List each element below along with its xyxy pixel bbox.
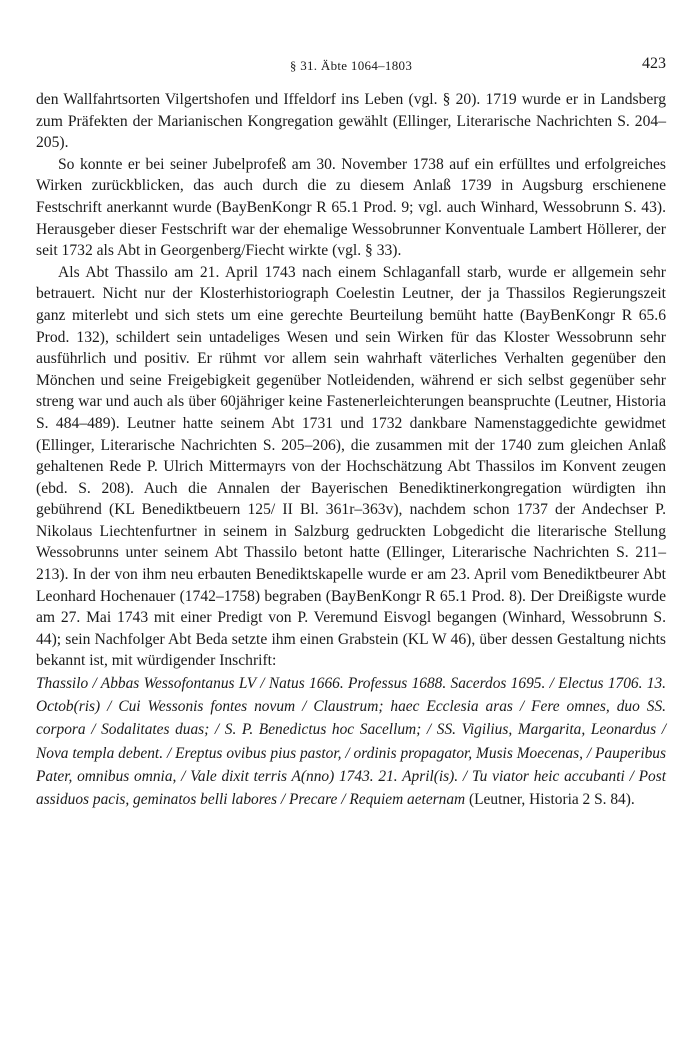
- grave-inscription: [36, 672, 666, 811]
- paragraph-jubelprofess: So konnte er bei seiner Jubelprofeß am 30. November 1738 auf ein erfülltes und erfolgreiches Wirken zurückblicken, das auch durch die zu diesem Anlaß 1739 in Augsburg erschienene Festschrift anerkannt wurde (BayBenKongr R 65.1 Prod. 9; vgl. auch Winhard, Wessobrunn S. 43). Herausgeber dieser Festschrift war der ehemalige Wessobrunner Konventuale Lambert Höllerer, der seit 1732 als Abt in Georgenberg/Fiecht wirkte (vgl. § 33).: [36, 155, 666, 260]
- running-head: [36, 54, 666, 78]
- paragraph-continuation: den Wallfahrtsorten Vilgertshofen und Iffeldorf ins Leben (vgl. § 20). 1719 wurde er in Landsberg zum Präfekten der Marianischen Kongregation gewählt (Ellinger, Literarische Nachrichten S. 204–205).: [36, 91, 666, 152]
- inscription-text: Thassilo / Abbas Wessofontanus LV / Natus 1666. Professus 1688. Sacerdos 1695. / Electus 1706. 13. Octob(ris) / Cui Wessonis fontes novum / Claustrum; haec Ecclesia aras / Fere omnes, duo SS. corpora / Sodalitates duas; / S. P. Benedictus hoc Sacellum; / SS. Vigilius, Margarita, Leonardus / Nova templa debent. / Ereptus ovibus pius pastor, / ordinis propagator, Musis Moecenas, / Pauperibus Pater, omnibus omnia, / Vale dixit terris A(nno) 1743. 21. April(is). / Tu viator heic accubanti / Post assiduos pacis, geminatos belli labores / Precare / Requiem aeternam: [36, 675, 666, 809]
- page-number: 423: [642, 55, 666, 72]
- paragraph-death-of-abbot: Als Abt Thassilo am 21. April 1743 nach einem Schlaganfall starb, wurde er allgemein sehr betrauert. Nicht nur der Klosterhistoriograph Coelestin Leutner, der ja Thassilos Regierungszeit ganz miterlebt und sich stets um eine gerechte Beurteilung bemüht hatte (BayBenKongr R 65.6 Prod. 132), schildert sein untadeliges Wesen und sein Wirken für das Kloster Wessobrunn sehr ausführlich und positiv. Er rühmt vor allem sein wahrhaft väterliches Verhalten gegenüber den Mönchen und seine Freigebigkeit gegenüber Notleidenden, während er sich selbst gegenüber sehr streng war und auch als über 60jähriger keine Fastenerleichterungen beanspruchte (Leutner, Historia S. 484–489). Leutner hatte seinem Abt 1731 und 1732 dankbare Namenstaggedichte gewidmet (Ellinger, Literarische Nachrichten S. 205–206), die zusammen mit der 1740 zum gleichen Anlaß gehaltenen Rede P. Ulrich Mittermayrs von der Hochschätzung Abt Thassilos im Konvent zeugen (ebd. S. 208). Auch die Annalen der Bayerischen Benediktinerkongregation würdigten ihn gebührend (KL Benediktbeuern 125/ II Bl. 361r–363v), nachdem schon 1737 der Andechser P. Nikolaus Liechtenfurtner in seinem in Salzburg gedruckten Lobgedicht die literarische Stellung Wessobrunns unter seinem Abt Thassilo betont hatte (Ellinger, Literarische Nachrichten S. 211–213). In der von ihm neu erbauten Benediktskapelle wurde er am 23. April vom Benediktbeurer Abt Leonhard Hochenauer (1742–1758) begraben (BayBenKongr R 65.1 Prod. 8). Der Dreißigste wurde am 27. Mai 1743 mit einer Predigt von P. Veremund Eisvogl begangen (Winhard, Wessobrunn S. 44); sein Nachfolger Abt Beda setzte ihm einen Grabstein (KL W 46), über dessen Gestaltung nichts bekannt ist, mit würdigender Inschrift:: [36, 263, 666, 670]
- body-text: [36, 89, 666, 811]
- book-page: [36, 0, 666, 1062]
- inscription-citation: (Leutner, Historia 2 S. 84).: [469, 791, 635, 809]
- running-title: § 31. Äbte 1064–1803: [289, 58, 413, 73]
